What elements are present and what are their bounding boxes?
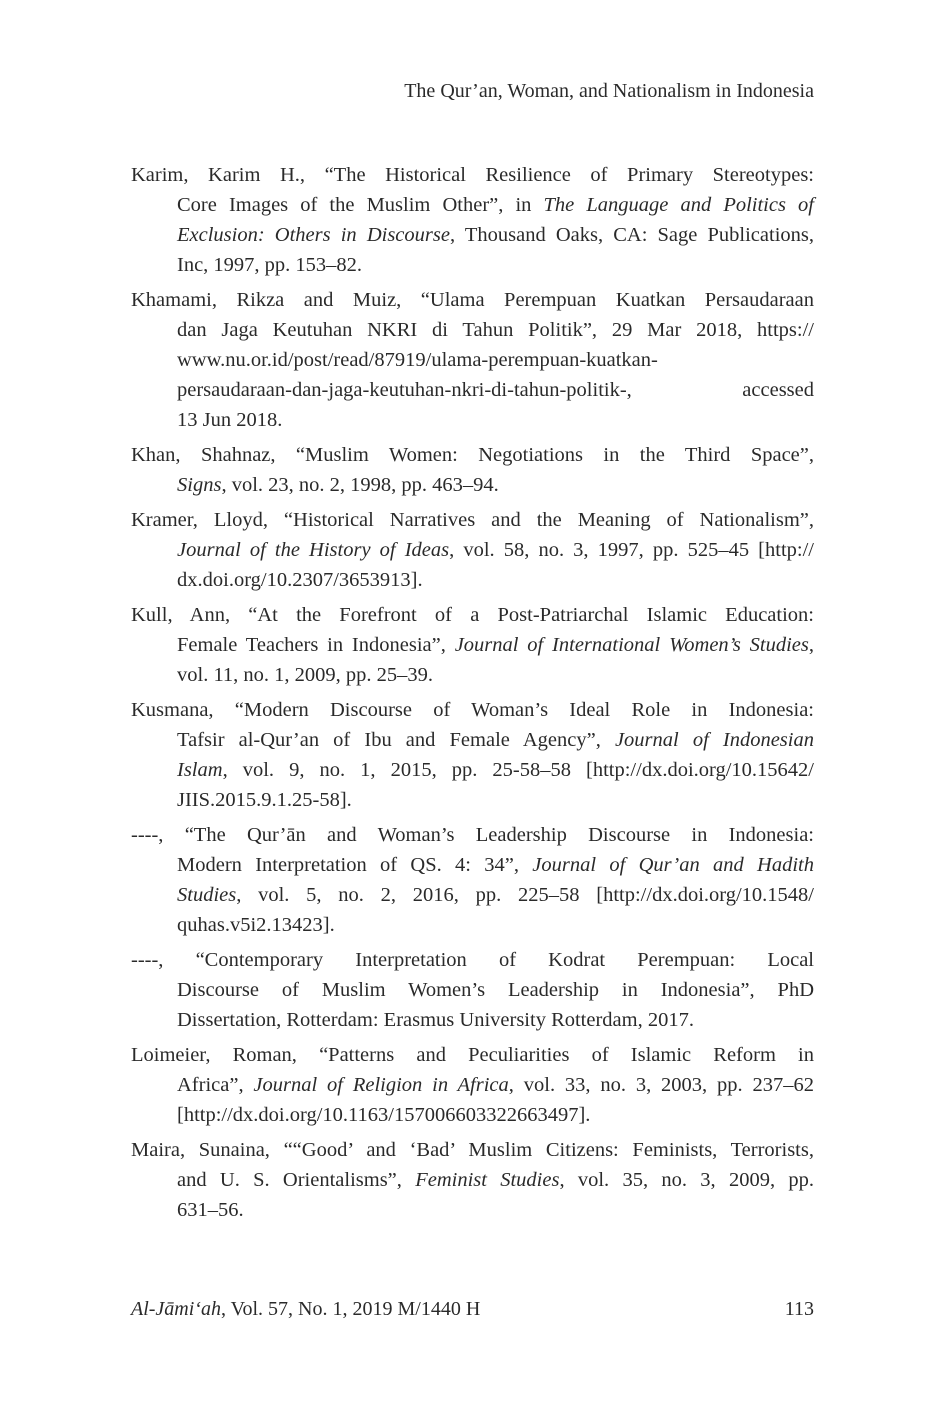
reference-line <box>131 695 814 725</box>
reference-text: dan Jaga Keutuhan NKRI di Tahun Politik”, 29 Mar 2018, https:// <box>177 319 814 341</box>
reference-line <box>131 285 814 315</box>
reference-text: Maira, Sunaina, ““Good’ and ‘Bad’ Muslim Citizens: Feminists, Terrorists, <box>131 1139 814 1161</box>
reference-line <box>131 1100 814 1130</box>
reference-entry <box>131 820 814 940</box>
reference-text: vol. 11, no. 1, 2009, pp. 25–39. <box>177 664 434 686</box>
reference-line <box>131 1040 814 1070</box>
reference-title-italic: Islam <box>177 759 223 781</box>
reference-title-italic: The Language and Politics of <box>543 194 814 216</box>
reference-line <box>131 565 814 595</box>
reference-text: , vol. 5, no. 2, 2016, pp. 225–58 [http://dx.doi.org/10.1548/ <box>236 884 814 906</box>
reference-text: , vol. 9, no. 1, 2015, pp. 25-58–58 [http://dx.doi.org/10.15642/ <box>222 759 814 781</box>
reference-text: , vol. 33, no. 3, 2003, pp. 237–62 <box>508 1074 814 1096</box>
reference-entry <box>131 695 814 815</box>
reference-text: JIIS.2015.9.1.25-58]. <box>177 789 352 811</box>
reference-line <box>131 600 814 630</box>
reference-title-italic: Studies <box>177 884 237 906</box>
reference-line <box>131 405 814 435</box>
reference-line <box>131 505 814 535</box>
reference-text: www.nu.or.id/post/read/87919/ulama-perempuan-kuatkan- <box>177 349 658 371</box>
reference-title-italic: Exclusion: Others in Discourse <box>177 224 450 246</box>
reference-line <box>131 725 814 755</box>
reference-line <box>131 975 814 1005</box>
reference-line <box>131 190 814 220</box>
reference-line <box>131 820 814 850</box>
reference-line <box>131 755 814 785</box>
reference-entry <box>131 1135 814 1225</box>
reference-text: 631–56. <box>177 1199 244 1221</box>
reference-text: [http://dx.doi.org/10.1163/157006603322663497]. <box>177 1104 591 1126</box>
reference-line <box>131 345 814 375</box>
reference-line <box>131 1165 814 1195</box>
reference-line <box>131 630 814 660</box>
reference-text: , Thousand Oaks, CA: Sage Publications, <box>449 224 814 246</box>
reference-title-italic: Signs <box>177 474 222 496</box>
reference-line <box>131 535 814 565</box>
reference-text: quhas.v5i2.13423]. <box>177 914 335 936</box>
reference-text: , vol. 23, no. 2, 1998, pp. 463–94. <box>221 474 499 496</box>
reference-line <box>131 220 814 250</box>
reference-text: Kusmana, “Modern Discourse of Woman’s Ideal Role in Indonesia: <box>131 699 814 721</box>
reference-line <box>131 375 814 405</box>
reference-text: dx.doi.org/10.2307/3653913]. <box>177 569 423 591</box>
reference-text: Karim, Karim H., “The Historical Resilience of Primary Stereotypes: <box>131 164 814 186</box>
reference-text: Africa”, <box>177 1074 254 1096</box>
footer-citation <box>131 1298 480 1321</box>
reference-text: ----, “Contemporary Interpretation of Kodrat Perempuan: Local <box>131 949 814 971</box>
reference-entry <box>131 160 814 280</box>
running-header: The Qur’an, Woman, and Nationalism in Indonesia <box>404 80 814 102</box>
reference-title-italic: Journal of the History of Ideas <box>177 539 450 561</box>
reference-line <box>131 160 814 190</box>
reference-entry <box>131 1040 814 1130</box>
reference-text: , vol. 35, no. 3, 2009, pp. <box>559 1169 814 1191</box>
reference-line <box>131 315 814 345</box>
reference-text: ----, “The Qur’ān and Woman’s Leadership Discourse in Indonesia: <box>131 824 814 846</box>
journal-name: Al-Jāmi‘ah <box>131 1298 221 1320</box>
reference-entry <box>131 285 814 435</box>
reference-text: 13 Jun 2018. <box>177 409 283 431</box>
reference-text: Khamami, Rikza and Muiz, “Ulama Perempuan Kuatkan Persaudaraan <box>131 289 814 311</box>
reference-text: Kramer, Lloyd, “Historical Narratives and the Meaning of Nationalism”, <box>131 509 814 531</box>
reference-text: Discourse of Muslim Women’s Leadership in Indonesia”, PhD <box>177 979 814 1001</box>
reference-text: persaudaraan-dan-jaga-keutuhan-nkri-di-tahun-politik-, accessed <box>177 379 814 401</box>
reference-text: Loimeier, Roman, “Patterns and Peculiarities of Islamic Reform in <box>131 1044 814 1066</box>
reference-title-italic: Feminist Studies <box>415 1169 560 1191</box>
reference-line <box>131 945 814 975</box>
reference-line <box>131 440 814 470</box>
reference-line <box>131 880 814 910</box>
reference-text: Inc, 1997, pp. 153–82. <box>177 254 363 276</box>
reference-line <box>131 1195 814 1225</box>
reference-line <box>131 660 814 690</box>
reference-line <box>131 250 814 280</box>
reference-text: Dissertation, Rotterdam: Erasmus University Rotterdam, 2017. <box>177 1009 694 1031</box>
reference-text: Modern Interpretation of QS. 4: 34”, <box>177 854 533 876</box>
reference-line <box>131 785 814 815</box>
reference-entry <box>131 945 814 1035</box>
reference-title-italic: Journal of Indonesian <box>614 729 814 751</box>
issue-info: , Vol. 57, No. 1, 2019 M/1440 H <box>220 1298 481 1320</box>
reference-title-italic: Journal of International Women’s Studies <box>454 634 809 656</box>
reference-title-italic: Journal of Qur’an and Hadith <box>532 854 814 876</box>
reference-entry <box>131 600 814 690</box>
reference-text: , vol. 58, no. 3, 1997, pp. 525–45 [http:// <box>449 539 814 561</box>
reference-line <box>131 910 814 940</box>
reference-text: Female Teachers in Indonesia”, <box>177 634 455 656</box>
reference-line <box>131 850 814 880</box>
reference-line <box>131 1005 814 1035</box>
reference-entry <box>131 505 814 595</box>
reference-text: Tafsir al-Qur’an of Ibu and Female Agency”, <box>177 729 615 751</box>
reference-entry <box>131 440 814 500</box>
page-number: 113 <box>784 1298 814 1320</box>
page-footer <box>131 1298 814 1321</box>
reference-line <box>131 1070 814 1100</box>
reference-text: and U. S. Orientalisms”, <box>177 1169 416 1191</box>
reference-text: , <box>808 634 814 656</box>
reference-text: Core Images of the Muslim Other”, in <box>177 194 544 216</box>
reference-line <box>131 470 814 500</box>
reference-line <box>131 1135 814 1165</box>
reference-text: Khan, Shahnaz, “Muslim Women: Negotiations in the Third Space”, <box>131 444 814 466</box>
reference-text: Kull, Ann, “At the Forefront of a Post-Patriarchal Islamic Education: <box>131 604 814 626</box>
reference-list <box>131 160 814 1230</box>
reference-title-italic: Journal of Religion in Africa <box>253 1074 509 1096</box>
